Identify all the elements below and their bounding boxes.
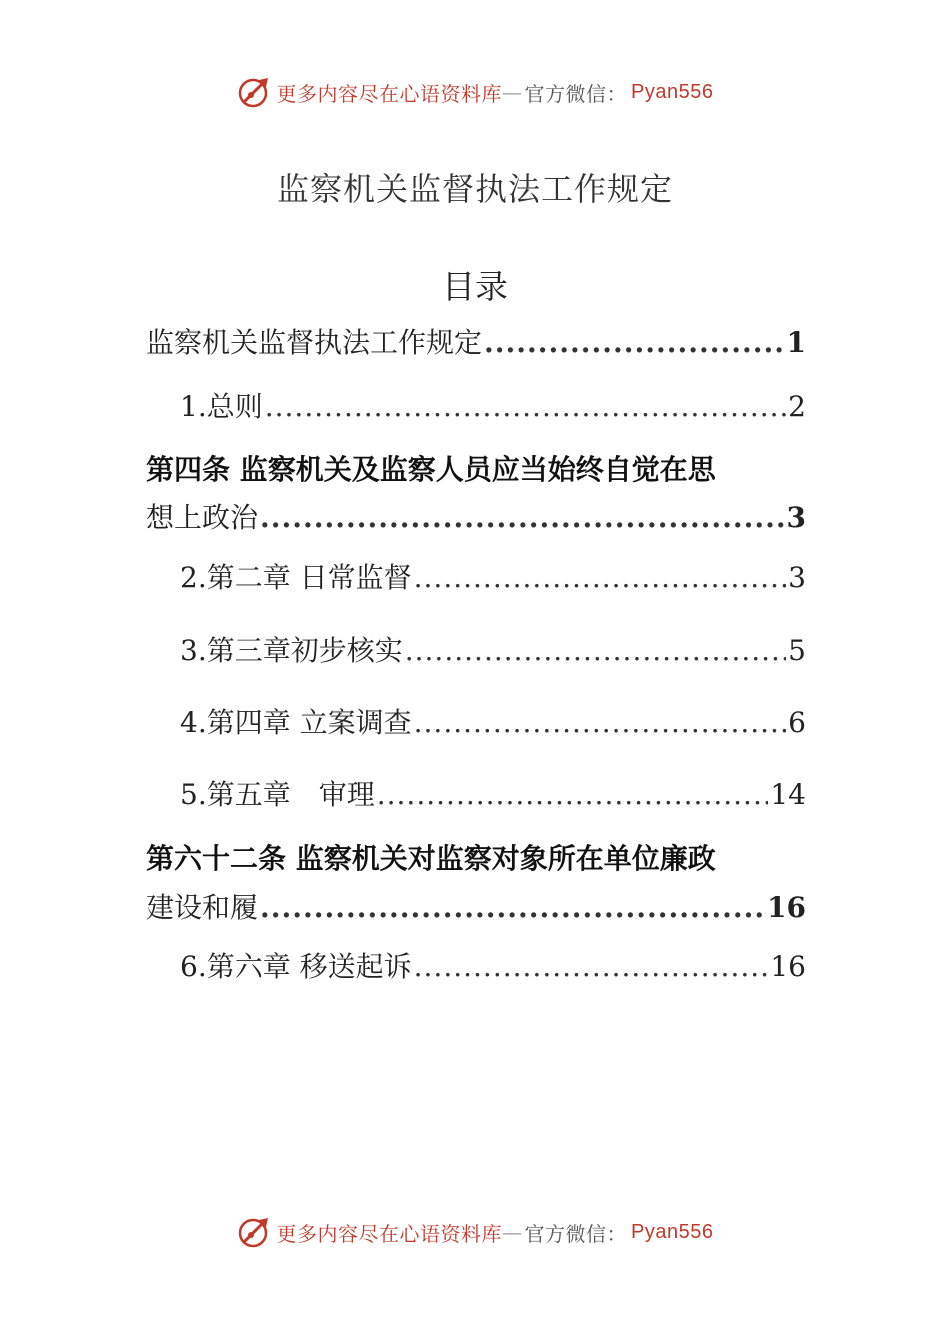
toc-entry[interactable] (146, 890, 806, 926)
document-title: 监察机关监督执法工作规定 (276, 170, 673, 208)
toc-entry-text: 建设和履 (146, 891, 259, 924)
toc-leader-dots (414, 560, 787, 596)
toc-entry[interactable] (146, 325, 806, 361)
toc-entry-text: 第六章 移送起诉 (206, 950, 412, 983)
toc-entry-bold-line[interactable]: 第六十二条 监察机关对监察对象所在单位廉政 (146, 842, 716, 875)
toc-leader-dots (414, 705, 787, 741)
watermark-separator: — (502, 1220, 523, 1244)
toc-entry-text: 想上政治 (146, 501, 259, 534)
toc-entry[interactable] (180, 560, 806, 596)
watermark-main-text: 更多内容尽在心语资料库 (276, 1221, 503, 1246)
watermark-label: 官方微信： (524, 81, 628, 106)
toc-entry[interactable] (146, 500, 806, 536)
logo-icon (237, 74, 273, 110)
toc-entry-bold-line[interactable]: 第四条 监察机关及监察人员应当始终自觉在思 (146, 453, 716, 486)
toc-page-number: 2 (788, 390, 806, 423)
toc-leader-dots (484, 325, 785, 361)
watermark-id: Pyan556 (631, 1220, 714, 1243)
toc-entry-number: 5. (180, 778, 207, 811)
toc-page-number: 3 (786, 501, 806, 534)
watermark-separator: — (502, 80, 523, 104)
toc-entry-text: 监察机关监督执法工作规定 (146, 326, 483, 359)
toc-entry[interactable] (180, 777, 806, 813)
toc-page-number: 16 (767, 891, 806, 924)
toc-entry-number: 1. (180, 390, 207, 423)
logo-icon (237, 1214, 273, 1250)
toc-entry[interactable] (180, 949, 806, 985)
toc-entry-text: 第二章 日常监督 (206, 561, 412, 594)
toc-entry[interactable] (180, 633, 806, 669)
toc-leader-dots (265, 389, 786, 425)
toc-heading: 目录 (442, 267, 508, 306)
toc-page-number: 16 (770, 950, 806, 983)
watermark-header (0, 72, 950, 112)
toc-page-number: 5 (788, 634, 806, 667)
toc-entry-number: 3. (180, 634, 207, 667)
toc-entry-number: 4. (180, 706, 207, 739)
toc-leader-dots (260, 500, 785, 536)
toc-entry[interactable] (180, 705, 806, 741)
toc-page-number: 3 (788, 561, 806, 594)
toc-entry-number: 2. (180, 561, 207, 594)
toc-leader-dots (405, 633, 786, 669)
toc-leader-dots (414, 949, 769, 985)
toc-entry-text: 第三章初步核实 (206, 634, 403, 667)
watermark-label: 官方微信： (524, 1221, 628, 1246)
toc-entry-text: 第四章 立案调查 (206, 706, 412, 739)
watermark-main-text: 更多内容尽在心语资料库 (276, 81, 503, 106)
toc-page-number: 1 (786, 326, 806, 359)
toc-page-number: 14 (770, 778, 806, 811)
toc-entry[interactable] (180, 389, 806, 425)
toc-entry-text: 第五章 审理 (206, 778, 375, 811)
toc-entry-text: 总则 (206, 390, 263, 423)
toc-entry-number: 6. (180, 950, 207, 983)
watermark-id: Pyan556 (631, 80, 714, 103)
toc-page-number: 6 (788, 706, 806, 739)
toc-leader-dots (377, 777, 769, 813)
toc-leader-dots (260, 890, 765, 926)
watermark-footer (0, 1212, 950, 1252)
